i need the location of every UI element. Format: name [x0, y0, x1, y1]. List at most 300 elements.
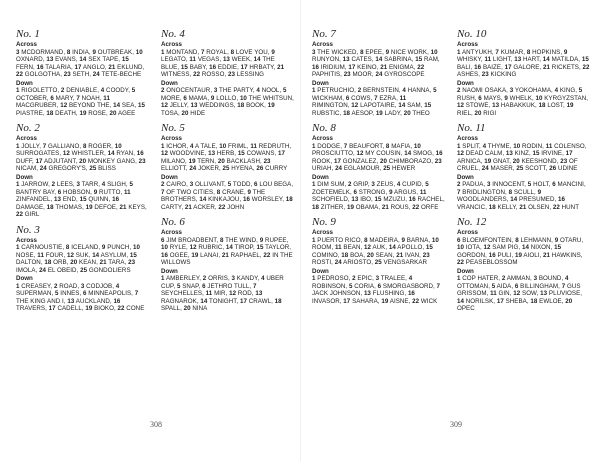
- clue-number: 13: [46, 56, 54, 63]
- clue-number: 15: [237, 150, 245, 157]
- answer-text: HANNA: [407, 87, 430, 94]
- clue-number: 25: [516, 165, 524, 172]
- clue-number: 1: [457, 48, 461, 56]
- clue-number: 25: [89, 165, 97, 172]
- answer-text: URIAH: [312, 165, 332, 172]
- answer-item: 20 KEAN,: [70, 259, 100, 266]
- answer-item: 11 MIR,: [205, 290, 230, 297]
- clue-number: 25: [80, 266, 88, 274]
- clue-number: 17: [343, 297, 351, 305]
- answer-text: AIDA: [496, 282, 512, 290]
- answer-item: 17 CRAWL,: [239, 297, 275, 305]
- clue-number: 7: [436, 282, 441, 290]
- clue-number: 7: [374, 94, 378, 102]
- answer-item: 14 TIROP,: [225, 244, 257, 251]
- answer-item: 19 RIEL,: [457, 102, 574, 117]
- answer-text: AESOP: [351, 109, 373, 117]
- answer-item: 13 CATES,: [342, 56, 376, 63]
- answer-text: AUCKLAND: [75, 297, 110, 305]
- answer-text: ROOK: [312, 157, 331, 165]
- answer-item: 11 SCHOFIELD,: [312, 188, 427, 203]
- answer-item: 25 SCOTT,: [516, 165, 550, 172]
- answer-item: [482, 71, 517, 78]
- clue-number: 8: [364, 236, 368, 244]
- answer-text: PETRUCHIO: [317, 87, 355, 94]
- clue-number: 12: [229, 290, 237, 297]
- answer-item: 15 MZUZU,: [374, 196, 409, 203]
- answer-item: 19 TERN,: [188, 157, 218, 165]
- answer-item: 5 AIDA,: [491, 282, 515, 290]
- answer-item: 15 COMINO,: [312, 244, 433, 259]
- answer-text: LAPOTAIRE: [360, 102, 395, 109]
- answer-text: VENGSARKAR: [383, 259, 428, 266]
- answer-item: 19 OBAMA,: [346, 203, 382, 211]
- answer-text: EPIC: [357, 275, 373, 282]
- answer-item: 10 RODIN,: [513, 142, 546, 150]
- answer-item: 9 NICE WORK,: [385, 48, 431, 56]
- answer-item: 13 END,: [54, 196, 80, 203]
- answer-text: RIGOLETTO: [21, 87, 58, 94]
- answer-text: TIROP: [234, 244, 253, 251]
- answer-text: JOLLY: [21, 142, 40, 150]
- answer-item: 9 THE BROTHERS,: [161, 188, 266, 203]
- clue-number: 10: [413, 142, 421, 150]
- clue-number: 5: [129, 181, 133, 188]
- clue-number: 5: [131, 87, 136, 94]
- across-heading: Across: [16, 135, 37, 142]
- clue-number: 8: [219, 236, 224, 244]
- answer-item: 8 MAFIA,: [385, 142, 414, 150]
- answer-text: ORRIS: [208, 275, 228, 282]
- answer-text: JETHRO TULL: [207, 282, 250, 290]
- clue-number: 3: [486, 181, 491, 188]
- answer-text: MCDORMAND: [21, 48, 64, 56]
- answer-item: [181, 110, 205, 117]
- clue-number: 21: [380, 63, 388, 71]
- answer-text: NOSE: [16, 251, 34, 259]
- answer-item: 6 BILLINGHAM,: [514, 282, 562, 290]
- answer-item: 13 IBO,: [351, 196, 375, 203]
- answer-item: 2 CAIRO,: [161, 181, 190, 188]
- answer-text: KYRGYZSTAN: [544, 94, 587, 102]
- answer-item: 22 GOLGOTHA,: [16, 71, 64, 78]
- answer-text: AMMAN: [506, 275, 531, 282]
- answer-item: 18 THOMAS,: [46, 203, 86, 211]
- answer-text: DALTON: [16, 259, 41, 266]
- answer-item: 1 AMBERLEY,: [161, 275, 203, 282]
- answer-text: AIOLI: [523, 251, 540, 259]
- answer-item: 5 INNES,: [55, 290, 84, 297]
- answer-item: 1 ANTYUKH,: [457, 48, 496, 56]
- answer-text: ONOCENTAUR: [166, 87, 211, 94]
- answer-item: 10 PROSCIUTTO,: [312, 142, 421, 157]
- answer-item: 11 VEGAS,: [189, 56, 223, 63]
- answer-item: 7 GALLIANO,: [42, 142, 83, 150]
- down-heading: Down: [161, 79, 178, 87]
- across-heading: Across: [312, 229, 333, 236]
- clue-number: 11: [205, 290, 213, 297]
- clue-number: 23: [63, 71, 71, 78]
- clue-number: 3: [213, 87, 218, 94]
- down-heading: Down: [457, 79, 474, 87]
- answer-text: JIM BROADBENT: [166, 236, 217, 244]
- clue-number: 1: [16, 181, 20, 188]
- answer-item: [228, 71, 264, 78]
- answer-item: 5 RUSH,: [457, 87, 583, 102]
- answer-text: PULI: [497, 251, 512, 259]
- clue-number: 11: [250, 142, 257, 150]
- answer-item: 6 MANCINI,: [552, 181, 586, 188]
- answer-text: RUSH: [457, 94, 475, 102]
- answer-item: 23 ELLIOTT,: [161, 157, 271, 172]
- clue-number: 5: [425, 181, 429, 188]
- answer-item: 16 VRANCIC,: [457, 196, 566, 211]
- answer-item: 15 GORDON,: [457, 244, 562, 259]
- answer-text: TAYLOR: [265, 244, 290, 251]
- clue-number: 5: [578, 87, 583, 94]
- answer-item: 13 FLUSHING,: [363, 290, 408, 297]
- answer-text: OGEE: [169, 251, 188, 259]
- answer-item: 9 BARNA,: [401, 236, 432, 244]
- clue-number: 9: [259, 236, 264, 244]
- answer-item: 24 GREGORY'S,: [39, 165, 90, 172]
- answer-text: CADELL: [57, 305, 82, 312]
- down-answers: [16, 87, 149, 117]
- answer-item: 9 ARGUS,: [389, 188, 420, 196]
- answer-item: 4 UBER CUP,: [161, 275, 284, 290]
- answer-item: 12 AUK,: [364, 244, 389, 251]
- answer-text: NINA: [192, 305, 208, 312]
- down-heading: Down: [312, 267, 329, 275]
- answer-text: THEO: [412, 109, 430, 117]
- answer-item: 12 LAPOTAIRE,: [351, 102, 399, 109]
- answer-text: LEGATO: [161, 56, 186, 63]
- answer-item: [16, 211, 39, 218]
- clue-number: 17: [504, 63, 512, 71]
- clue-number: 21: [184, 203, 192, 211]
- clue-number: 2: [51, 181, 56, 188]
- answer-item: 4 ROBINSON,: [312, 275, 413, 290]
- clue-number: 18: [44, 259, 52, 266]
- answer-item: 1 SPLIT,: [457, 142, 483, 150]
- answer-text: WHELK: [509, 94, 532, 102]
- across-answers: [457, 49, 590, 79]
- down-heading: Down: [16, 79, 33, 87]
- clue-number: 21: [519, 203, 527, 211]
- answer-text: WOODLANDERS: [457, 196, 507, 203]
- answer-text: ROUS: [390, 203, 409, 211]
- clue-number: 5: [227, 181, 232, 188]
- answer-item: 16 PULI,: [488, 251, 515, 259]
- clue-number: 3: [231, 275, 235, 282]
- answer-text: SEAN: [375, 251, 393, 259]
- answer-text: CORIA: [354, 282, 375, 290]
- answer-text: JOHN: [227, 203, 245, 211]
- answer-item: 11 BEAN,: [335, 244, 365, 251]
- answer-text: IBO: [360, 196, 371, 203]
- clue-number: 7: [76, 94, 80, 102]
- answer-item: 21 ROUS,: [381, 203, 413, 211]
- clue-number: 24: [334, 259, 342, 266]
- answer-item: 4 OTTOMAN,: [457, 275, 569, 290]
- clue-number: 6: [353, 188, 357, 196]
- answer-text: KEESHOND: [521, 157, 557, 165]
- down-answers: [312, 87, 445, 117]
- puzzle-number: No. 12: [457, 216, 487, 228]
- clue-number: 8: [66, 48, 71, 56]
- answer-text: RYLE: [169, 244, 187, 251]
- clue-number: 4: [115, 282, 120, 290]
- right-column-2: [457, 28, 590, 318]
- clue-number: 9: [210, 94, 215, 102]
- answer-item: 5 OCTOBER,: [16, 87, 136, 102]
- answer-text: EVANS: [55, 56, 76, 63]
- clue-number: 4: [261, 275, 265, 282]
- puzzle-solution: [312, 122, 445, 211]
- answer-item: 21 KEYS,: [119, 203, 147, 211]
- answer-text: BOA: [350, 251, 364, 259]
- page-gutter: [300, 0, 301, 461]
- clue-number: 1: [16, 142, 20, 150]
- clue-number: 19: [484, 157, 492, 165]
- puzzle-solution: [312, 28, 445, 117]
- answer-item: 3 THE PARTY,: [213, 87, 257, 94]
- answer-item: 2 NAOMI OSAKA,: [457, 87, 510, 94]
- answer-item: 17 ARNICA,: [457, 150, 573, 165]
- puzzle-solution: [16, 28, 149, 117]
- answer-text: DODGE: [317, 142, 341, 150]
- answer-item: 16 IRIDIUM,: [312, 63, 349, 71]
- answer-text: MATILDA: [551, 56, 579, 63]
- answer-text: ACKER: [193, 203, 215, 211]
- answer-item: 6 BLOEMFONTEIN,: [457, 236, 516, 244]
- clue-number: 15: [424, 102, 432, 109]
- answer-text: MIR: [214, 290, 226, 297]
- clue-number: 22: [117, 305, 125, 312]
- answer-item: 2 AMMAN,: [501, 275, 534, 282]
- clue-number: 7: [457, 188, 461, 196]
- answer-text: FERN: [16, 63, 34, 71]
- answer-text: RIEL: [457, 109, 471, 117]
- clue-number: 20: [109, 109, 117, 117]
- answer-text: RUNYON: [312, 56, 340, 63]
- answer-text: SMOG: [412, 150, 433, 157]
- answer-item: 13 HART,: [514, 56, 543, 63]
- clue-number: 16: [435, 150, 443, 157]
- answer-item: [375, 71, 424, 78]
- answer-item: 24 JOKER,: [189, 165, 223, 172]
- answer-item: 9 OUTBREAK,: [92, 48, 136, 56]
- answer-item: 10 ROOM,: [312, 236, 439, 251]
- answer-item: 21 RAPHAEL,: [221, 251, 264, 259]
- answer-item: 14 THE BLUE,: [161, 56, 275, 71]
- answer-item: 5 WICKHAM,: [312, 87, 437, 102]
- clue-number: 14: [107, 150, 115, 157]
- answer-text: DAMAGE: [16, 203, 44, 211]
- answer-item: 20 MONKEY GANG,: [79, 157, 139, 165]
- answer-item: [404, 110, 430, 117]
- clue-number: 2: [457, 181, 461, 188]
- answer-item: 7 BRIDLINGTON,: [457, 188, 509, 196]
- clue-number: 4: [190, 142, 194, 150]
- answer-text: WORSLEY: [251, 196, 283, 203]
- answer-text: TETE-BECHE: [101, 71, 142, 78]
- clue-number: 10: [135, 48, 143, 56]
- answer-text: ROSSO: [201, 71, 225, 78]
- clue-number: 22: [417, 63, 425, 71]
- answer-text: MY COUSIN: [365, 150, 401, 157]
- answer-text: OXNARD: [16, 56, 43, 63]
- answer-text: SEX TAPE: [88, 56, 119, 63]
- page-number-right: 309: [450, 420, 462, 429]
- answer-text: ROYAL: [206, 48, 228, 56]
- answer-item: 18 ORB,: [44, 259, 71, 266]
- clue-number: 17: [496, 297, 504, 305]
- clue-number: 13: [67, 297, 75, 305]
- answer-text: UBER CUP: [161, 275, 284, 290]
- clue-number: 12: [457, 150, 464, 157]
- clue-number: 12: [161, 102, 168, 109]
- clue-number: 3: [76, 181, 80, 188]
- answer-text: GYROSCOPE: [384, 71, 425, 78]
- answer-text: OUTBREAK: [97, 48, 133, 56]
- clue-number: 15: [554, 244, 562, 251]
- clue-number: 14: [79, 56, 87, 63]
- answer-text: RAM: [424, 56, 438, 63]
- answer-text: MAFIA: [391, 142, 411, 150]
- clue-number: 3: [375, 275, 380, 282]
- answer-item: 9 RUTTO,: [93, 188, 124, 196]
- answer-text: KEYS: [128, 203, 146, 211]
- clue-number: 14: [199, 196, 207, 203]
- clue-number: 14: [225, 244, 233, 251]
- clue-number: 17: [348, 63, 356, 71]
- answer-item: 2 PADUA,: [457, 181, 487, 188]
- answer-item: 8 LOVE YOU,: [230, 48, 272, 56]
- answer-text: END: [62, 196, 77, 203]
- clue-number: 23: [481, 71, 489, 78]
- down-heading: Down: [161, 267, 178, 275]
- answer-item: 11 REDRUTH,: [250, 142, 292, 150]
- answer-text: MORE: [161, 94, 180, 102]
- answer-text: DEFOE: [94, 203, 116, 211]
- clue-number: 13: [492, 102, 500, 109]
- answer-text: RUPEE: [264, 236, 287, 244]
- across-heading: Across: [16, 41, 37, 48]
- answer-item: 15 RUBSTIC,: [312, 102, 432, 117]
- clue-number: 1: [16, 244, 20, 251]
- down-answers: [312, 275, 445, 305]
- right-column-1: [312, 28, 445, 318]
- answer-text: LESSING: [236, 71, 264, 78]
- clue-number: 16: [312, 63, 319, 71]
- answer-item: 2 LEES,: [51, 181, 77, 188]
- answer-text: LADY: [384, 109, 401, 117]
- clue-number: 3: [371, 181, 375, 188]
- answer-text: LOST: [547, 102, 564, 109]
- answer-item: 17 HRBATY,: [240, 63, 278, 71]
- answer-text: NICE WORK: [390, 48, 428, 56]
- clue-number: 5: [491, 282, 496, 290]
- answer-item: 11 GIN,: [490, 290, 514, 297]
- answer-text: GRIP: [353, 181, 368, 188]
- clue-number: 16: [474, 63, 482, 71]
- clue-number: 18: [237, 102, 245, 109]
- answer-item: 5 ZOETEMELK,: [312, 181, 429, 196]
- answer-item: 12 WOODVINE,: [161, 150, 209, 157]
- clue-number: 13: [190, 102, 198, 109]
- clue-number: 12: [161, 150, 168, 157]
- down-heading: Down: [16, 275, 33, 282]
- answer-item: 23 MOOR,: [343, 71, 376, 78]
- puzzle-solution: [16, 224, 149, 313]
- answer-text: HERB: [216, 150, 235, 157]
- clue-number: 24: [39, 266, 47, 274]
- answer-text: CRANE: [222, 188, 244, 196]
- answer-item: 8 THE WIND,: [219, 236, 260, 244]
- clue-number: 22: [457, 259, 464, 266]
- answer-text: IRVINE: [541, 150, 563, 157]
- answer-item: 18 BOOK,: [237, 102, 268, 109]
- answer-item: 3 TARR,: [76, 181, 102, 188]
- clue-number: 9: [271, 48, 275, 56]
- clue-number: 16: [408, 196, 416, 203]
- answer-text: AMBERLEY: [165, 275, 200, 282]
- clue-number: 9: [504, 94, 508, 102]
- answer-item: [412, 298, 437, 305]
- answer-item: 13 WEEK,: [222, 56, 254, 63]
- clue-number: 2: [457, 87, 461, 94]
- answer-text: THOMAS: [55, 203, 83, 211]
- answer-text: HABAKKUK: [500, 102, 536, 109]
- answer-text: EPEE: [365, 48, 383, 56]
- clue-number: 15: [129, 251, 137, 259]
- answer-item: 1 PEDROSO,: [312, 275, 353, 282]
- answer-text: REDRUTH: [258, 142, 290, 150]
- answer-item: 9 WOODLANDERS,: [457, 188, 542, 203]
- answer-item: 1 COP HATER,: [457, 275, 502, 282]
- clue-number: 22: [412, 203, 420, 211]
- answer-item: 2 EPIC,: [352, 275, 376, 282]
- down-heading: Down: [457, 173, 474, 181]
- clue-number: 9: [563, 48, 568, 56]
- answer-text: SEYCHELLES: [161, 290, 203, 297]
- answer-text: BILLINGHAM: [520, 282, 559, 290]
- clue-number: 14: [375, 56, 383, 63]
- answer-item: 1 CARNOUSTIE,: [16, 244, 66, 251]
- answer-text: COMINO: [312, 251, 338, 259]
- answer-item: 12 JELLY,: [161, 102, 191, 109]
- answer-text: COLENSO: [554, 142, 585, 150]
- clue-number: 24: [92, 71, 100, 78]
- answer-text: OCTOBER: [16, 94, 47, 102]
- answer-item: 13 PLUVIOSE,: [540, 290, 583, 297]
- answer-item: 12 BEYOND THE,: [60, 102, 114, 109]
- answer-text: BEAUFORT: [349, 142, 383, 150]
- clue-number: 24: [189, 165, 197, 172]
- answer-text: GALORE: [513, 63, 540, 71]
- answer-item: 5 CORIA,: [348, 282, 378, 290]
- clue-number: 19: [188, 157, 196, 165]
- clue-number: 23: [434, 157, 442, 165]
- answer-text: JOKER: [198, 165, 219, 172]
- puzzle-number: No. 8: [312, 122, 336, 134]
- clue-number: 19: [566, 102, 574, 109]
- answer-text: NIXON: [530, 244, 551, 251]
- clue-number: 19: [346, 203, 354, 211]
- answer-item: 1 MONTAND,: [161, 48, 201, 56]
- answer-text: BACKLASH: [226, 157, 261, 165]
